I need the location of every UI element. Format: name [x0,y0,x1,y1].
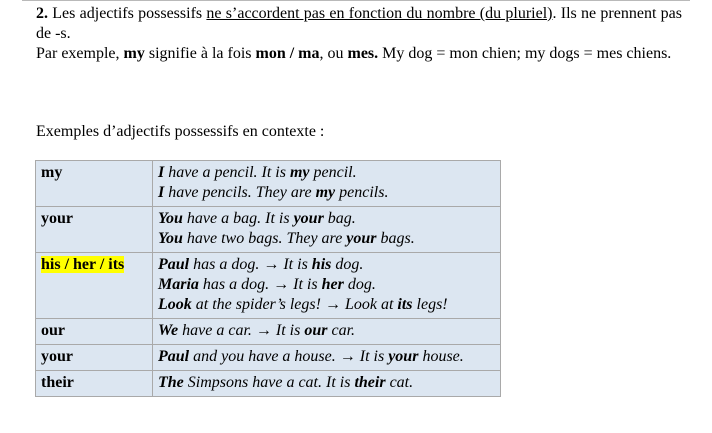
example-my: my [123,45,145,62]
example-cell [153,319,501,345]
example-mes: mes. [347,45,379,62]
example-line [158,229,495,249]
example-segment: has a dog. → It is [189,256,312,273]
rule-number: 2. [36,5,48,22]
example-segment [290,164,310,181]
example-cell [153,371,501,397]
example-segment [158,230,183,247]
example-segment: and you have a house. → It is [189,348,389,365]
example-segment [158,322,178,339]
example-segment [388,348,418,365]
example-bold-word: I [158,164,165,181]
example-segment [304,322,327,339]
example-line [158,347,495,367]
example-segment: at the spider’s legs! → Look at [191,296,398,313]
example-bold-word: The [158,374,184,391]
example-segment: pencils. [335,184,389,201]
example-segment: dog. [331,256,364,273]
example-segment: dog. [343,276,376,293]
pronoun-cell [36,207,153,253]
example-segment [158,348,189,365]
example-segment [322,276,344,293]
example-bold-word: Look [158,296,192,313]
pronoun-label: your [41,210,73,227]
example-bold-word: my [289,164,310,181]
example-bold-word: your [293,210,324,227]
example-segment: car. [327,322,356,339]
example-line [158,275,495,295]
example-bold-word: her [321,276,344,293]
example-segment [316,184,336,201]
example-bold-word: my [315,184,336,201]
example-text-4: My dog = mon chien; my dogs = mes chiens. [378,45,672,62]
rule-underlined: ne s’accordent pas en fonction du nombre (du pluriel) [206,5,553,22]
rule-text-1: Les adjectifs possessifs [48,5,207,22]
example-segment: have a car. → It is [178,322,305,339]
example-segment: cat. [385,374,414,391]
example-line [158,183,495,203]
example-bold-word: Maria [158,276,199,293]
example-segment [346,230,376,247]
example-text-1: Par exemple, [36,45,124,62]
pronoun-label: your [41,348,73,365]
example-cell [153,253,501,319]
example-bold-word: our [304,322,328,339]
example-line [158,295,495,315]
example-segment: bag. [323,210,356,227]
pronoun-cell [36,253,153,319]
example-bold-word: his [311,256,332,273]
example-bold-word: your [346,230,377,247]
example-text-3: , ou [319,45,348,62]
example-segment: have two bags. They are [182,230,347,247]
example-segment: pencil. [309,164,357,181]
example-segment [397,296,412,313]
example-segment: have pencils. They are [164,184,316,201]
example-segment: have a pencil. It is [164,164,290,181]
example-bold-word: We [158,322,179,339]
rule-sentence [36,4,682,44]
example-bold-word: I [158,184,165,201]
example-segment: Simpsons have a cat. It is [183,374,355,391]
example-segment: legs! [412,296,448,313]
example-text-2: signifie à la fois [144,45,256,62]
examples-intro: Exemples d’adjectifs possessifs en contexte : [36,123,325,140]
pronoun-cell [36,345,153,371]
examples-table [35,160,501,397]
pronoun-label: his / her / its [41,256,125,273]
table-row [36,345,501,371]
pronoun-label: their [41,374,74,391]
example-bold-word: Paul [158,256,190,273]
example-cell [153,345,501,371]
example-bold-word: its [397,296,413,313]
example-segment [158,296,192,313]
example-segment: bags. [376,230,415,247]
example-cell [153,207,501,253]
example-cell [153,161,501,207]
page-top-rule [22,0,690,1]
rule-text-2: . Ils ne prennent pas de -s. [36,5,682,42]
example-segment [312,256,332,273]
table-row [36,371,501,397]
example-segment [294,210,324,227]
example-segment: house. [418,348,464,365]
example-line [158,209,495,229]
example-line [158,163,495,183]
example-bold-word: your [388,348,419,365]
table-row [36,207,501,253]
pronoun-label: my [41,164,63,181]
example-line [158,373,495,393]
example-segment [158,256,189,273]
example-mon-ma: mon / ma [255,45,320,62]
example-segment: has a dog. → It is [198,276,322,293]
example-line [158,255,495,275]
example-bold-word: their [354,374,386,391]
rule-paragraph [36,4,682,64]
table-row [36,253,501,319]
pronoun-label: our [41,322,65,339]
pronoun-cell [36,161,153,207]
table-row [36,319,501,345]
pronoun-cell [36,371,153,397]
example-sentence [36,44,682,64]
example-bold-word: You [158,230,183,247]
example-segment [158,276,199,293]
table-row [36,161,501,207]
example-segment [158,210,183,227]
example-segment [158,374,184,391]
example-bold-word: You [158,210,183,227]
examples-table-body [36,161,501,397]
pronoun-cell [36,319,153,345]
example-bold-word: Paul [158,348,190,365]
example-line [158,321,495,341]
example-segment [354,374,385,391]
example-segment: have a bag. It is [182,210,294,227]
